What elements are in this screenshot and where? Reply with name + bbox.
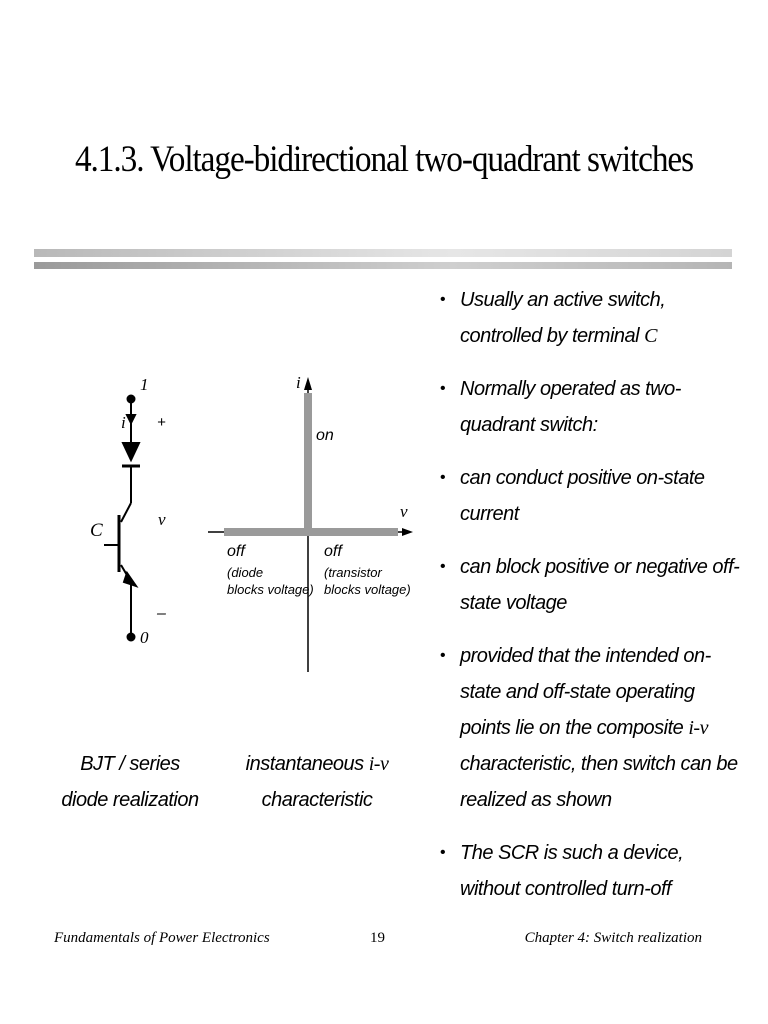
bullet-item: • can block positive or negative off-state voltage [440,549,740,621]
bjt-diode-circuit [104,396,140,641]
collector-lead [121,503,131,522]
iv-characteristic [208,377,413,672]
control-terminal-label: C [90,520,103,541]
off-left-label: off [227,543,245,560]
terminal-0-label: 0 [140,628,149,647]
on-state-segment [304,393,312,532]
terminal-0-dot [128,634,135,641]
x-axis-arrow-icon [402,528,413,536]
diode-icon [123,443,139,460]
graph-caption: instantaneous i-v characteristic [245,753,389,811]
current-label: i [121,413,126,432]
circuit-caption: BJT / series diode realization [61,753,199,811]
off-right-note-1: (transistor [324,565,382,580]
off-right-label: off [324,543,342,560]
footer-chapter: Chapter 4: Switch realization [524,930,702,946]
current-arrow-icon [127,415,135,423]
off-left-note-2: blocks voltage) [227,582,314,597]
minus-sign: – [157,605,166,622]
voltage-label: v [158,510,166,529]
bullet-item: • Usually an active switch, controlled by terminal C [440,282,740,354]
slide-title: 4.1.3. Voltage-bidirectional two-quadrant switches [74,139,694,180]
plus-sign: + [157,414,166,431]
bullet-item: • can conduct positive on-state current [440,460,740,532]
footer-book-title: Fundamentals of Power Electronics [54,930,270,946]
bullet-item: • Normally operated as two-quadrant switch: [440,371,740,443]
y-axis-label: i [296,373,301,392]
on-label: on [316,427,334,444]
terminal-1-label: 1 [140,375,149,394]
off-left-note-1: (diode [227,565,264,580]
x-axis-label: v [400,502,408,521]
y-axis-arrow-icon [304,377,312,390]
off-right-note-2: blocks voltage) [324,582,411,597]
bullet-item: • provided that the intended on-state and off-state operating points lie on the composite i-v characteristic, then switch can be realized as shown [440,638,740,818]
bullet-item: • The SCR is such a device, without controlled turn-off [440,835,740,907]
footer-page-number: 19 [370,930,385,946]
